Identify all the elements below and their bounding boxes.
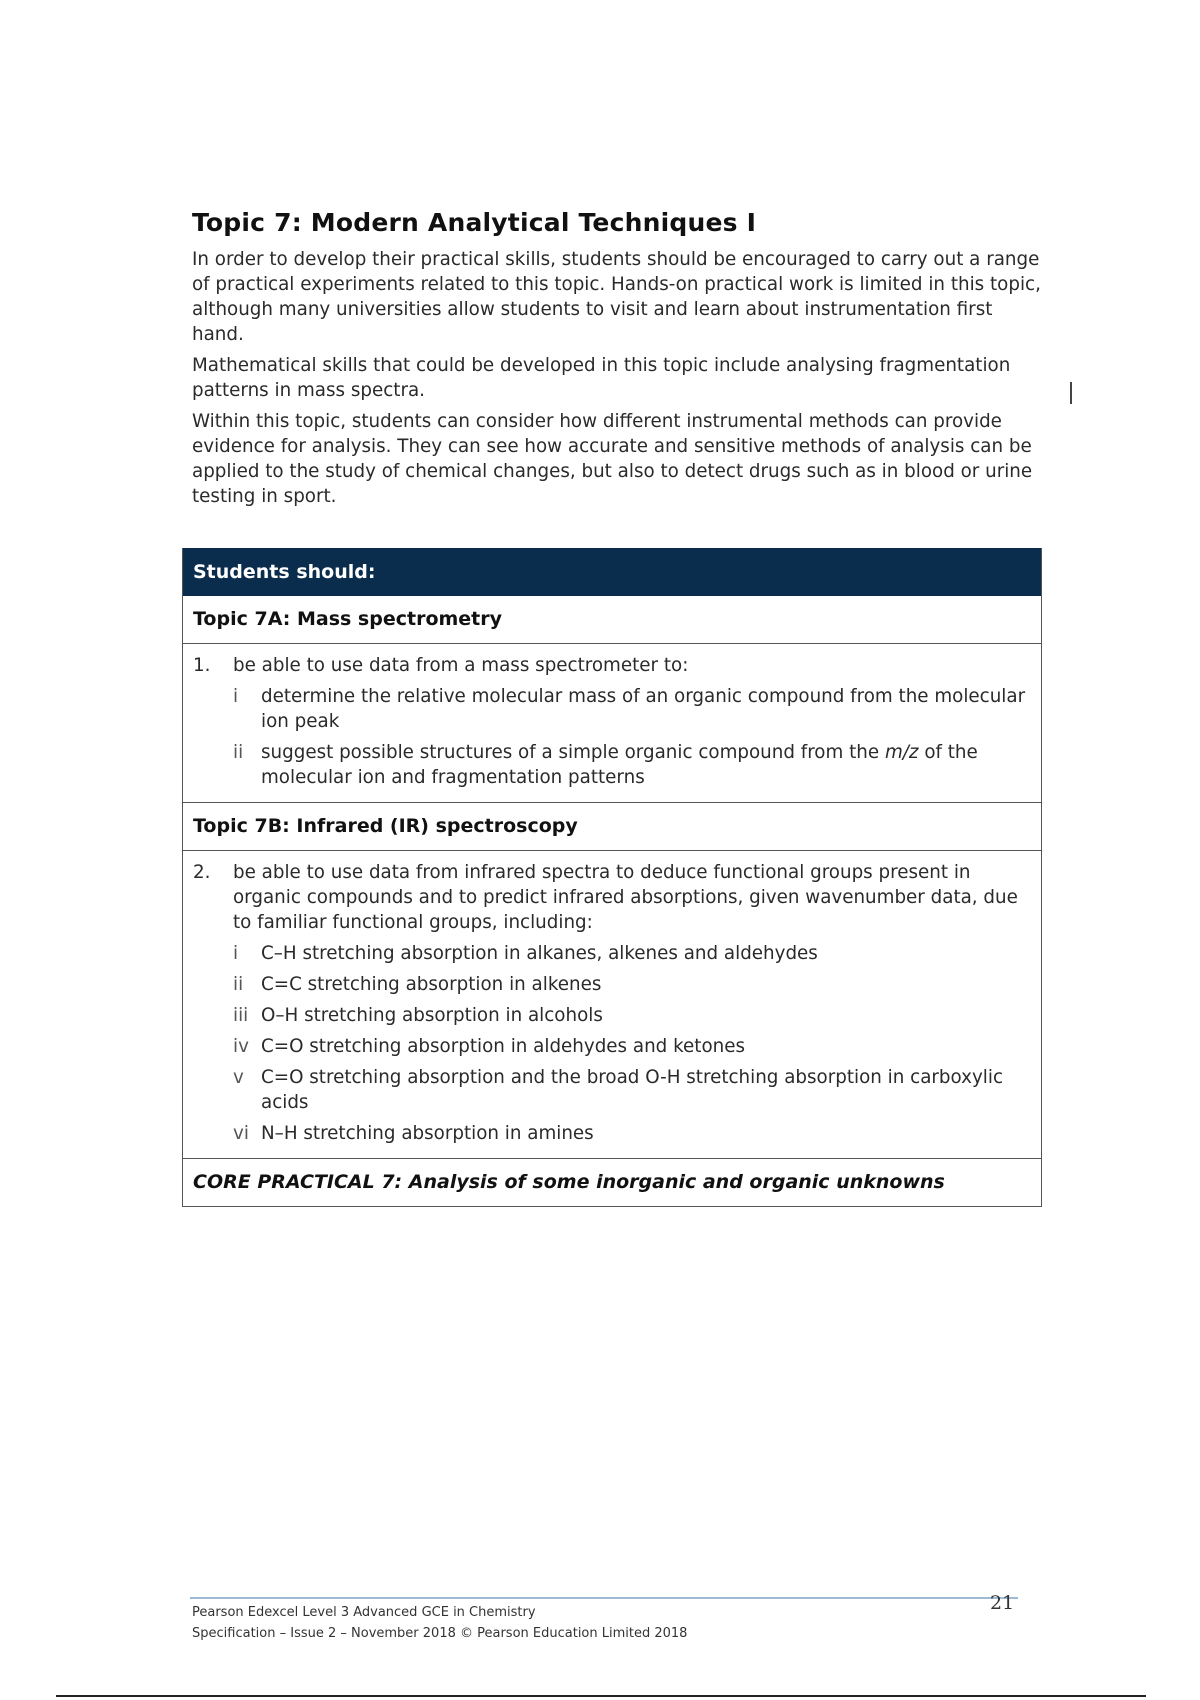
sub-item-text: C–H stretching absorption in alkanes, alkenes and aldehydes [261, 943, 818, 964]
footer-divider [190, 1597, 1018, 1599]
item-number: 1. [193, 655, 211, 676]
footer-line-2: Specification – Issue 2 – November 2018 © Pearson Education Limited 2018 [192, 1626, 688, 1641]
sub-item-number: i [233, 943, 239, 964]
footer-line-1: Pearson Edexcel Level 3 Advanced GCE in Chemistry [192, 1605, 536, 1620]
sub-list-item [233, 1065, 1031, 1115]
sub-item-text: N–H stretching absorption in amines [261, 1123, 594, 1144]
sub-list [233, 684, 1031, 790]
page-title: Topic 7: Modern Analytical Techniques I [192, 208, 757, 237]
item-number: 2. [193, 862, 211, 883]
sub-item-number: v [233, 1067, 244, 1088]
sub-list-item [233, 972, 1031, 997]
sub-item-number: i [233, 686, 239, 707]
sub-list-item [233, 1121, 1031, 1146]
section-content-7a [183, 644, 1041, 803]
sub-item-text: C=O stretching absorption in aldehydes and ketones [261, 1036, 745, 1057]
intro-paragraph-2: Mathematical skills that could be developed in this topic include analysing fragmentation patterns in mass spectra. [192, 355, 1011, 401]
table-header: Students should: [183, 548, 1041, 596]
sub-list-item [233, 684, 1031, 734]
list-item [193, 653, 1031, 678]
bottom-divider [56, 1695, 1146, 1697]
sub-item-text-before: suggest possible structures of a simple organic compound from the [261, 742, 885, 763]
page-number: 21 [990, 1592, 1015, 1614]
section-content-7b [183, 851, 1041, 1159]
sub-item-text: determine the relative molecular mass of an organic compound from the molecular ion peak [261, 686, 1026, 732]
sub-item-number: iv [233, 1036, 249, 1057]
sub-item-text-italic: m/z [884, 742, 919, 763]
core-practical-row: CORE PRACTICAL 7: Analysis of some inorganic and organic unknowns [193, 1171, 945, 1193]
item-text: be able to use data from infrared spectra to deduce functional groups present in organic compounds and to predict infrared absorptions, given wavenumber data, due to familiar functional groups, including: [233, 862, 1018, 933]
intro-paragraph-3: Within this topic, students can consider how different instrumental methods can provide evidence for analysis. They can see how accurate and sensitive methods of analysis can be applied to the study of chemical changes, but also to detect drugs such as in blood or urine testing in sport. [192, 411, 1033, 507]
text-cursor [1070, 382, 1072, 404]
specification-table [182, 548, 1042, 1207]
section-heading-7b: Topic 7B: Infrared (IR) spectroscopy [183, 803, 1041, 851]
sub-list [233, 941, 1031, 1146]
sub-item-text [261, 740, 1031, 790]
sub-item-text: C=O stretching absorption and the broad O-H stretching absorption in carboxylic acids [261, 1067, 1004, 1113]
item-text: be able to use data from a mass spectrometer to: [233, 655, 689, 676]
sub-item-text-after: of the molecular ion and fragmentation patterns [261, 742, 978, 788]
sub-item-number: vi [233, 1123, 249, 1144]
sub-list-item [233, 740, 1031, 790]
sub-item-text: C=C stretching absorption in alkenes [261, 974, 602, 995]
sub-item-number: iii [233, 1005, 249, 1026]
sub-list-item [233, 1003, 1031, 1028]
sub-item-number: ii [233, 742, 244, 763]
sub-item-text: O–H stretching absorption in alcohols [261, 1005, 603, 1026]
section-heading-7a: Topic 7A: Mass spectrometry [183, 596, 1041, 644]
sub-item-number: ii [233, 974, 244, 995]
intro-paragraph-1: In order to develop their practical skills, students should be encouraged to carry out a range of practical experiments related to this topic. Hands-on practical work is limited in this topic, although many universities allow students to visit and learn about instrumentation first hand. [192, 249, 1041, 345]
footer [192, 1602, 687, 1644]
sub-list-item [233, 1034, 1031, 1059]
sub-list-item [233, 941, 1031, 966]
intro-text [192, 247, 1044, 509]
list-item [193, 860, 1031, 935]
page-content [192, 208, 1044, 515]
